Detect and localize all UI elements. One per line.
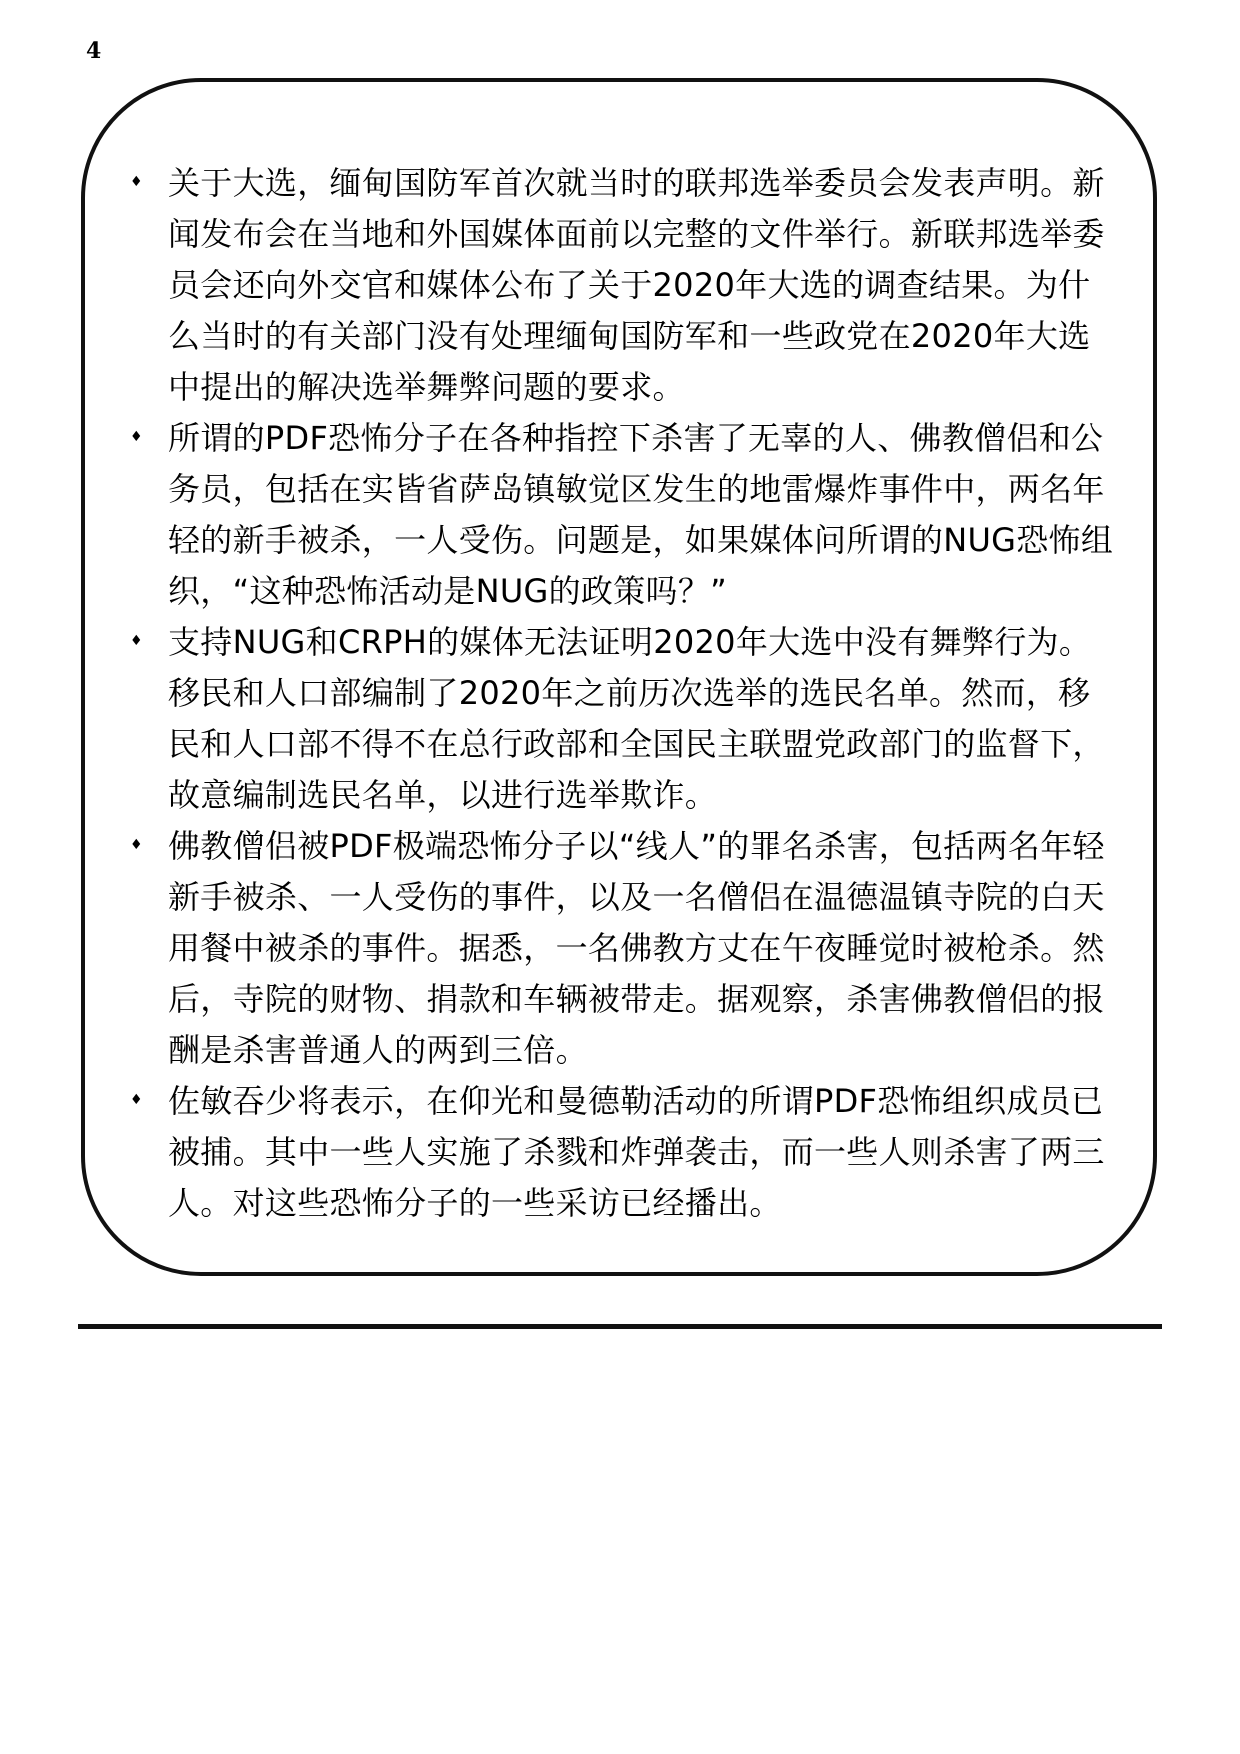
diamond-bullet-icon: ♦ [130, 633, 143, 649]
list-item-text: 佐敏吞少将表示，在仰光和曼德勒活动的所谓PDF恐怖组织成员已被捕。其中一些人实施了杀戮和炸弹袭击，而一些人则杀害了两三人。对这些恐怖分子的一些采访已经播出。 [168, 1082, 1105, 1222]
diamond-bullet-icon: ♦ [130, 837, 143, 853]
list-item-text: 关于大选，缅甸国防军首次就当时的联邦选举委员会发表声明。新闻发布会在当地和外国媒体面前以完整的文件举行。新联邦选举委员会还向外交官和媒体公布了关于2020年大选的调查结果。为什么当时的有关部门没有处理缅甸国防军和一些政党在2020年大选中提出的解决选举舞弊问题的要求。 [168, 164, 1105, 406]
list-item [130, 821, 1120, 1076]
list-item-text: 佛教僧侣被PDF极端恐怖分子以“线人”的罪名杀害，包括两名年轻新手被杀、一人受伤的事件，以及一名僧侣在温德温镇寺院的白天用餐中被杀的事件。据悉，一名佛教方丈在午夜睡觉时被枪杀。然后，寺院的财物、捐款和车辆被带走。据观察，杀害佛教僧侣的报酬是杀害普通人的两到三倍。 [168, 827, 1105, 1069]
list-item-text: 支持NUG和CRPH的媒体无法证明2020年大选中没有舞弊行为。移民和人口部编制了2020年之前历次选举的选民名单。然而，移民和人口部不得不在总行政部和全国民主联盟党政部门的监督下，故意编制选民名单，以进行选举欺诈。 [168, 623, 1105, 814]
list-item [130, 617, 1120, 821]
list-item [130, 413, 1120, 617]
list-item-text: 所谓的PDF恐怖分子在各种指控下杀害了无辜的人、佛教僧侣和公务员，包括在实皆省萨岛镇敏觉区发生的地雷爆炸事件中，两名年轻的新手被杀，一人受伤。问题是，如果媒体问所谓的NUG恐怖组织，“这种恐怖活动是NUG的政策吗？” [168, 419, 1114, 610]
statement-list [130, 158, 1120, 1229]
list-item [130, 1076, 1120, 1229]
diamond-bullet-icon: ♦ [130, 429, 143, 445]
diamond-bullet-icon: ♦ [130, 174, 143, 190]
horizontal-divider [78, 1324, 1162, 1329]
page-number: 4 [86, 38, 102, 64]
diamond-bullet-icon: ♦ [130, 1092, 143, 1108]
list-item [130, 158, 1120, 413]
